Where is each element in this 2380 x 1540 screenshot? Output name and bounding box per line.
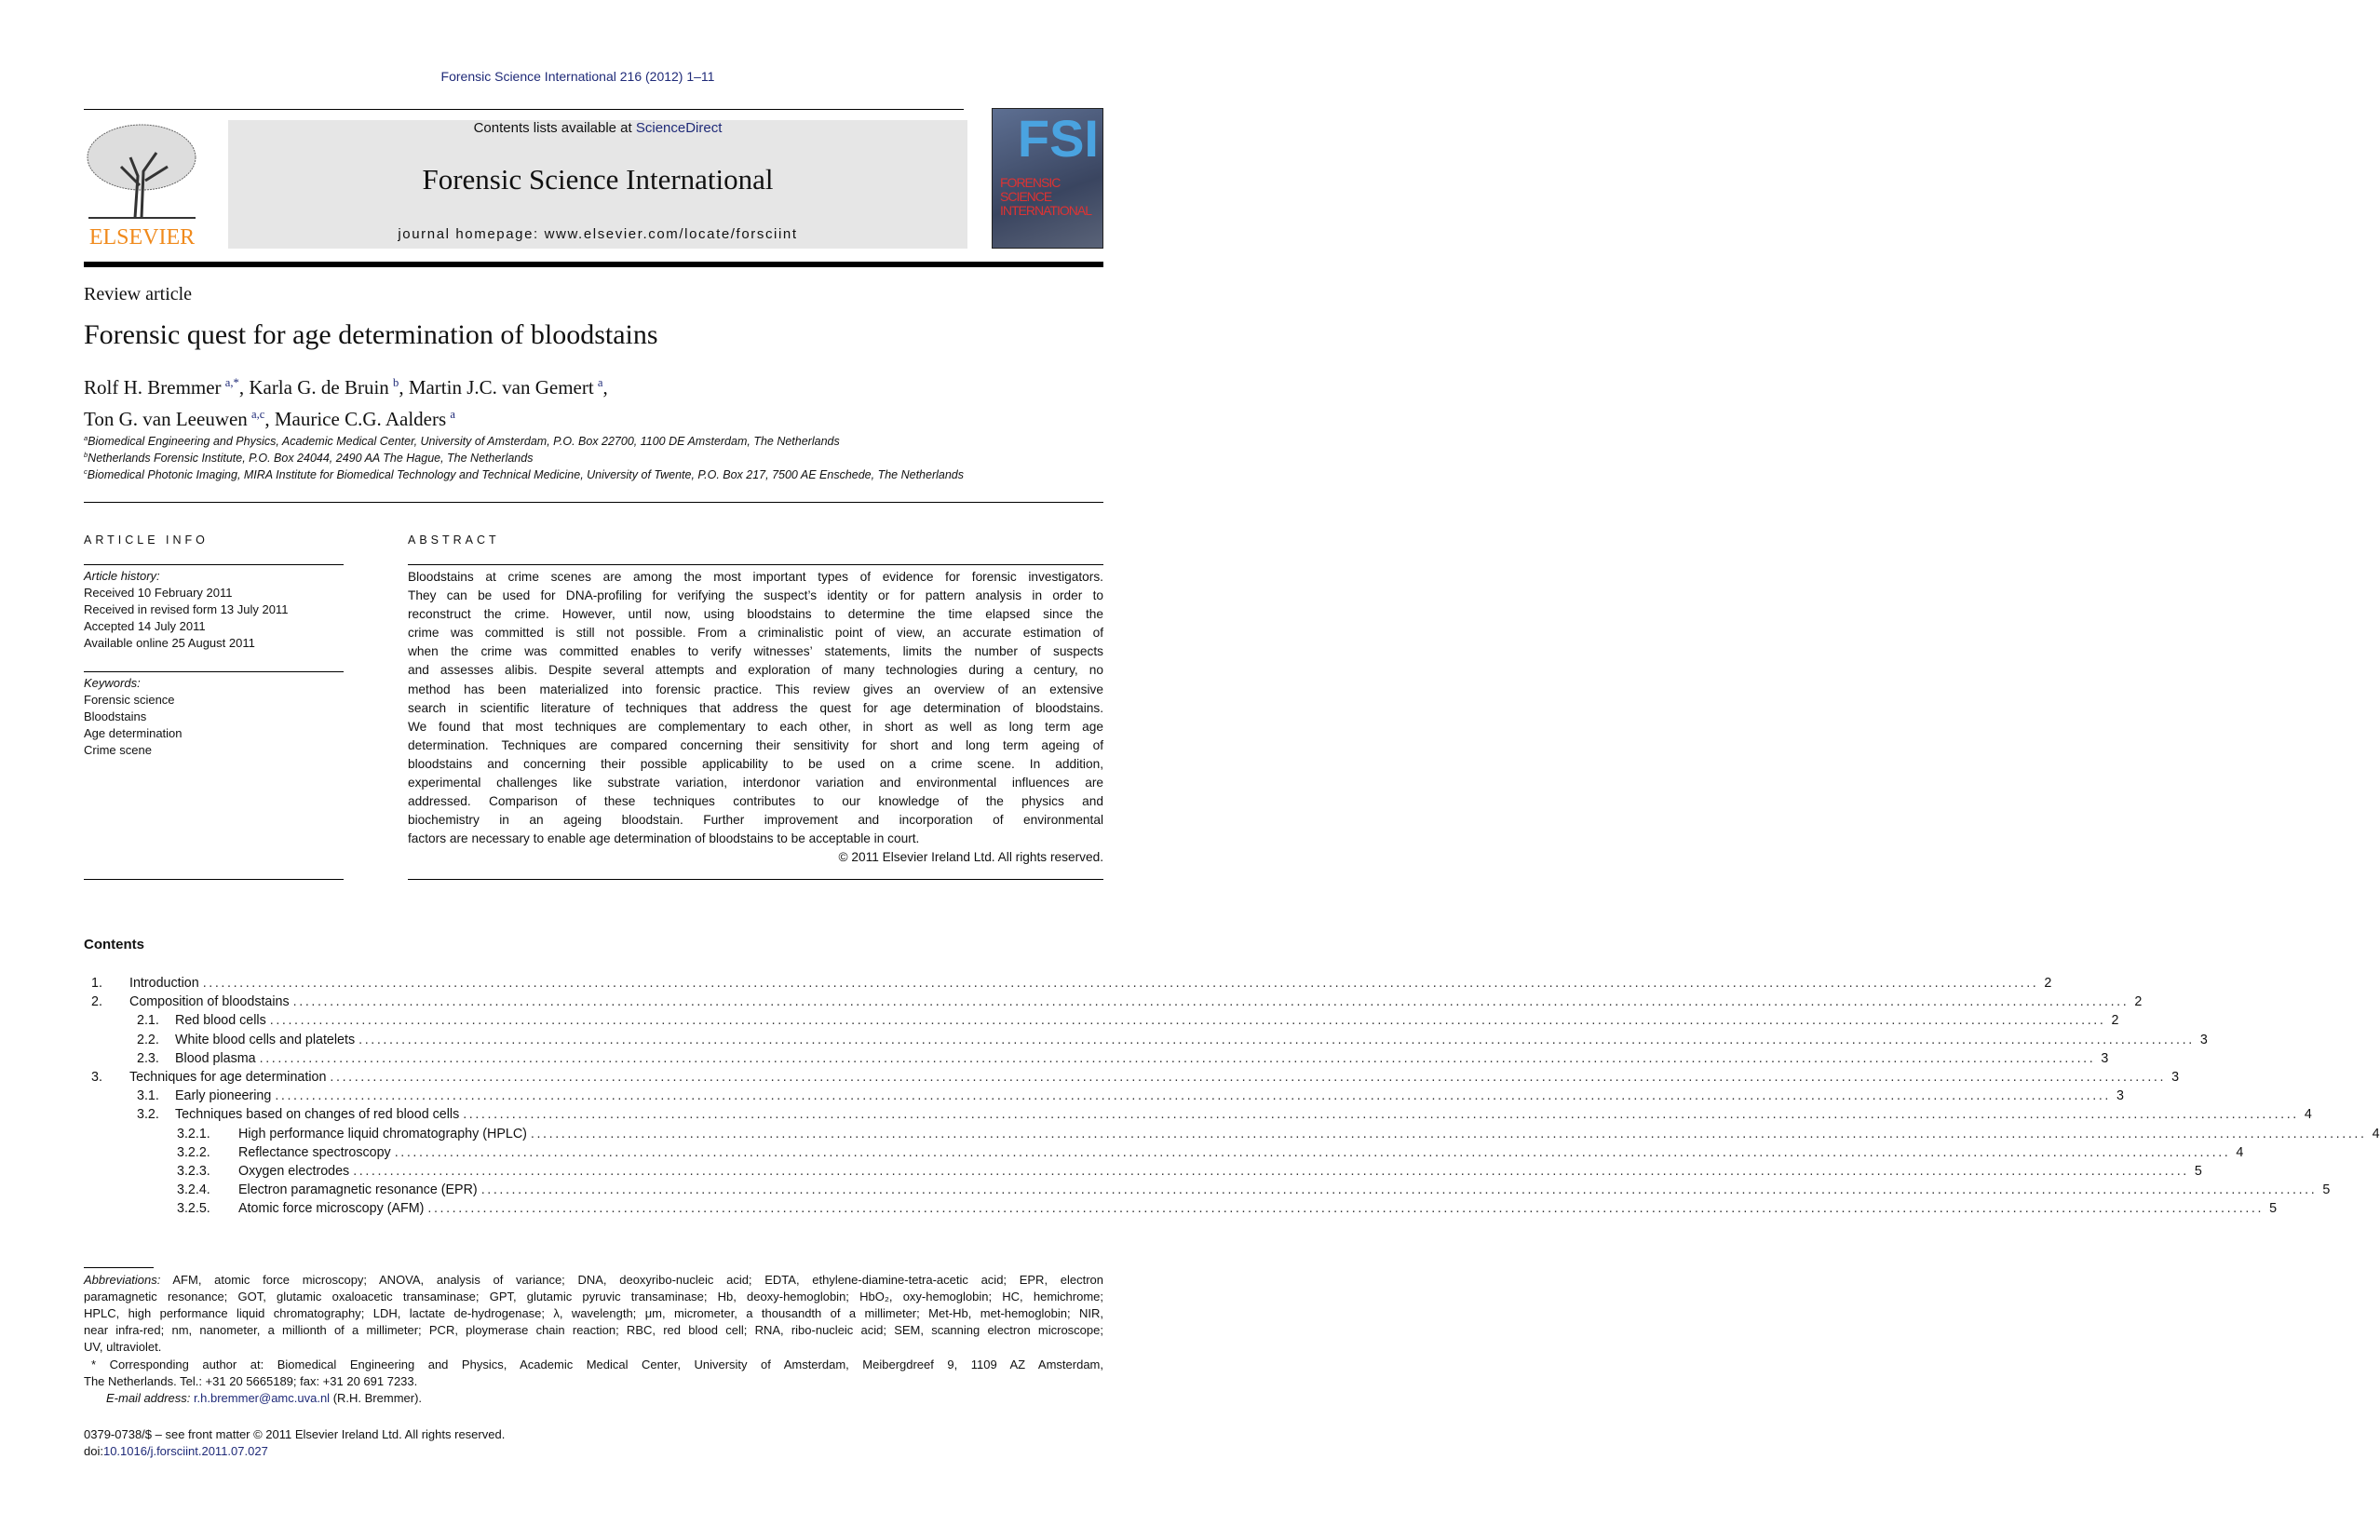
abbreviation-line: UV, ultraviolet. <box>84 1340 162 1354</box>
toc-page: 5 <box>2322 1182 2331 1198</box>
toc-page: 4 <box>2236 1144 2244 1160</box>
affiliation: $^b$Netherlands Forensic Institute, P.O. Box 24044, 2490 AA The Hague, The Netherlands <box>84 451 534 466</box>
toc-leader: ............................................................................................................................................................................................................................................................................................................ <box>353 1163 2189 1179</box>
elsevier-logo[interactable] <box>84 120 200 250</box>
toc-item[interactable] <box>84 1087 2124 1105</box>
elsevier-tree-icon <box>84 120 200 223</box>
abstract-line: biochemistry in an ageing bloodstain. Further improvement and incorporation of environmental <box>408 813 1103 828</box>
toc-title[interactable]: Electron paramagnetic resonance (EPR) <box>238 1182 478 1198</box>
author[interactable]: Ton G. van Leeuwen $^{a,c}$ <box>84 408 265 430</box>
divider <box>84 879 344 880</box>
toc-page: 3 <box>2116 1088 2124 1104</box>
abstract-line: method has been materialized into forensic practice. This review gives an overview of an extensive <box>408 682 1103 696</box>
toc-item[interactable] <box>84 993 2143 1011</box>
toc-item[interactable] <box>84 1199 2278 1218</box>
toc-title[interactable]: Reflectance spectroscopy <box>238 1144 391 1160</box>
toc-title[interactable]: Atomic force microscopy (AFM) <box>238 1201 425 1217</box>
toc-leader: ............................................................................................................................................................................................................................................................................................................ <box>259 1050 2096 1066</box>
contents-available-text: Contents lists available at <box>473 120 636 136</box>
toc-item[interactable] <box>84 1125 2380 1143</box>
toc-item[interactable] <box>84 1031 2208 1049</box>
abbreviation-line: paramagnetic resonance; GOT, glutamic oxaloacetic transaminase; GPT, glutamic pyruvic transaminase; Hb, deoxy-hemoglobin; HbO₂, oxy-hemoglobin; HC, hemichrome; <box>84 1290 1103 1304</box>
header-thick-rule <box>84 262 1103 267</box>
abstract-line: determination. Techniques are compared concerning their sensitivity for short and long term ageing of <box>408 737 1103 752</box>
keywords: Keywords: Forensic science Bloodstains Age determination Crime scene <box>84 676 183 757</box>
toc-number: 3.2.2. <box>177 1144 210 1160</box>
abstract-line: reconstruct the crime. However, until now, using bloodstains to determine the time elapsed since the <box>408 607 1103 622</box>
abbreviation-line: near infra-red; nm, nanometer, a millionth of a millimeter; PCR, ploymerase chain reaction; RBC, red blood cell; RNA, ribo-nucleic acid; SEM, scanning electron microscope; <box>84 1323 1103 1337</box>
abstract-line: crime was committed is still not possible. From a criminalistic point of view, an accurate estimation of <box>408 626 1103 641</box>
toc-leader: ............................................................................................................................................................................................................................................................................................................ <box>358 1032 2195 1047</box>
article-history: Article history: Received 10 February 2011 Received in revised form 13 July 2011 Accepted 14 July 2011 Available online 25 August 2011 <box>84 569 289 650</box>
toc-page: 4 <box>2304 1107 2312 1123</box>
toc-title[interactable]: Early pioneering <box>175 1088 272 1104</box>
publisher-name: ELSEVIER <box>88 225 196 250</box>
toc-item[interactable] <box>84 1011 2119 1030</box>
article-type: Review article <box>84 284 193 304</box>
abstract-line: factors are necessary to enable age determination of bloodstains to be acceptable in court. <box>408 831 920 846</box>
toc-title[interactable]: Techniques for age determination <box>129 1069 327 1085</box>
toc-title[interactable]: High performance liquid chromatography (HPLC) <box>238 1126 527 1141</box>
journal-banner <box>228 120 967 249</box>
toc-leader: ............................................................................................................................................................................................................................................................................................................ <box>463 1107 2299 1123</box>
toc-leader: ............................................................................................................................................................................................................................................................................................................ <box>530 1126 2367 1141</box>
abbreviations-footnote <box>84 1272 1103 1356</box>
abstract-line: when the crime was committed enables to verify witnesses’ statements, limits the number of suspects <box>408 644 1103 659</box>
sciencedirect-link[interactable]: ScienceDirect <box>635 120 723 136</box>
divider <box>84 502 1103 503</box>
toc-leader: ............................................................................................................................................................................................................................................................................................................ <box>292 994 2130 1010</box>
toc-page: 2 <box>2111 1013 2119 1029</box>
toc-leader: ............................................................................................................................................................................................................................................................................................................ <box>275 1088 2111 1104</box>
toc-title[interactable]: Introduction <box>129 976 199 991</box>
toc-page: 3 <box>2171 1069 2180 1085</box>
divider <box>408 879 1103 880</box>
toc-leader: ............................................................................................................................................................................................................................................................................................................ <box>394 1144 2231 1160</box>
email-link[interactable]: r.h.bremmer@amc.uva.nl <box>193 1391 331 1405</box>
header-rule <box>84 109 964 110</box>
cover-title: FORENSIC SCIENCE INTERNATIONAL <box>1000 175 1091 218</box>
toc-page: 5 <box>2269 1201 2278 1217</box>
toc-number: 3.1. <box>137 1088 159 1104</box>
toc-leader: ............................................................................................................................................................................................................................................................................................................ <box>480 1182 2318 1198</box>
journal-homepage[interactable]: journal homepage: www.elsevier.com/locate/forsciint <box>398 226 798 242</box>
toc-item[interactable] <box>84 1143 2244 1162</box>
author-list: Rolf H. Bremmer $^{a,*}$, Karla G. de Bruin $^b$, Martin J.C. van Gemert $^a$, Ton G. van Leeuwen $^{a,c}$, Maurice C.G. Aalders $^a$ <box>84 376 608 430</box>
keyword: Forensic science <box>84 693 175 707</box>
toc-item[interactable] <box>84 1181 2331 1199</box>
toc-page: 2 <box>2134 994 2143 1010</box>
abstract-line: bloodstains and concerning their possible applicability to be used on a crime scene. In addition, <box>408 756 1103 771</box>
toc-title[interactable]: Red blood cells <box>175 1013 266 1029</box>
toc-number: 3.2. <box>137 1107 159 1123</box>
toc-title[interactable]: Composition of bloodstains <box>129 994 290 1010</box>
toc-number: 3.2.5. <box>177 1201 210 1217</box>
toc-title[interactable]: Blood plasma <box>175 1050 256 1066</box>
abstract-line: and assesses alibis. Despite several attempts and exploration of many technologies during a century, no <box>408 663 1103 678</box>
toc-leader: ............................................................................................................................................................................................................................................................................................................ <box>427 1201 2265 1217</box>
keyword: Bloodstains <box>84 709 147 723</box>
toc-page: 2 <box>2044 976 2052 991</box>
toc-leader: ............................................................................................................................................................................................................................................................................................................ <box>202 976 2039 991</box>
author[interactable]: Maurice C.G. Aalders $^a$ <box>274 408 455 430</box>
toc-number: 2.1. <box>137 1013 159 1029</box>
affiliation: $^a$Biomedical Engineering and Physics, Academic Medical Center, University of Amsterdam, P.O. Box 22700, 1100 DE Amsterdam, The Netherlands <box>84 434 840 449</box>
abstract-line: experimental challenges like substrate variation, interdonor variation and environmental influences are <box>408 776 1103 790</box>
journal-citation[interactable]: Forensic Science International 216 (2012) 1–11 <box>440 69 715 84</box>
toc-title[interactable]: White blood cells and platelets <box>175 1032 356 1047</box>
abbreviation-line: HPLC, high performance liquid chromatography; LDH, lactate de-hydrogenase; λ, wavelength; μm, micrometer, a thousandth of a millimeter; Met-Hb, met-hemoglobin; NIR, <box>84 1306 1103 1320</box>
copyright: © 2011 Elsevier Ireland Ltd. All rights reserved. <box>838 850 1103 865</box>
abstract-body <box>408 568 1103 868</box>
abstract-line: We found that most techniques are complementary to each other, in short as well as long term age <box>408 719 1103 734</box>
keyword: Age determination <box>84 726 183 740</box>
contents-heading: Contents <box>84 937 144 952</box>
abstract-line: addressed. Comparison of these techniques contributes to our knowledge of the physics and <box>408 794 1103 809</box>
journal-cover-image[interactable] <box>992 108 1103 249</box>
divider <box>84 564 344 565</box>
footnote-rule <box>84 1267 154 1268</box>
toc-item[interactable] <box>84 974 2052 993</box>
toc-item[interactable] <box>84 1105 2312 1124</box>
abstract-line: They can be used for DNA-profiling for verifying the suspect’s identity or for pattern analysis in order to <box>408 588 1103 603</box>
divider <box>84 671 344 672</box>
toc-item[interactable] <box>84 1049 2109 1068</box>
toc-title[interactable]: Techniques based on changes of red blood cells <box>175 1107 460 1123</box>
toc-page: 4 <box>2372 1126 2380 1141</box>
keyword: Crime scene <box>84 743 152 757</box>
article-title: Forensic quest for age determination of bloodstains <box>84 319 658 350</box>
toc-title[interactable]: Oxygen electrodes <box>238 1163 350 1179</box>
toc-number: 1. <box>91 976 102 991</box>
toc-item[interactable] <box>84 1068 2180 1087</box>
toc-page: 5 <box>2194 1163 2202 1179</box>
author[interactable]: Rolf H. Bremmer $^{a,*}$ <box>84 376 239 399</box>
abstract-heading: ABSTRACT <box>408 534 500 547</box>
toc-page: 3 <box>2101 1050 2109 1066</box>
issn-doi: 0379-0738/$ – see front matter © 2011 Elsevier Ireland Ltd. All rights reserved. doi:10.1016/j.forsciint.2011.07.027 <box>84 1427 506 1458</box>
abbreviation-line: Abbreviations: AFM, atomic force microscopy; ANOVA, analysis of variance; DNA, deoxyribo-nucleic acid; EDTA, ethylene-diamine-tetra-acetic acid; EPR, electron <box>84 1273 1103 1287</box>
toc-number: 2.2. <box>137 1032 159 1047</box>
toc-number: 2.3. <box>137 1050 159 1066</box>
table-of-contents <box>84 974 2380 1218</box>
toc-number: 3.2.4. <box>177 1182 210 1198</box>
toc-page: 3 <box>2199 1032 2208 1047</box>
doi-link[interactable]: 10.1016/j.forsciint.2011.07.027 <box>102 1444 268 1458</box>
article-info-heading: ARTICLE INFO <box>84 534 209 547</box>
toc-leader: ............................................................................................................................................................................................................................................................................................................ <box>330 1069 2167 1085</box>
author[interactable]: Martin J.C. van Gemert $^a$ <box>408 376 603 399</box>
author[interactable]: Karla G. de Bruin $^b$ <box>249 376 399 399</box>
toc-item[interactable] <box>84 1162 2202 1181</box>
journal-title: Forensic Science International <box>422 163 774 196</box>
toc-number: 3.2.3. <box>177 1163 210 1179</box>
abstract-line: Bloodstains at crime scenes are among the most important types of evidence for forensic investigators. <box>408 570 1103 584</box>
toc-number: 3. <box>91 1069 102 1085</box>
affiliation: $^c$Biomedical Photonic Imaging, MIRA Institute for Biomedical Technology and Technical Medicine, University of Twente, P.O. Box 217, 7500 AE Enschede, The Netherlands <box>84 467 964 482</box>
toc-number: 3.2.1. <box>177 1126 210 1141</box>
toc-number: 2. <box>91 994 102 1010</box>
toc-leader: ............................................................................................................................................................................................................................................................................................................ <box>269 1013 2106 1029</box>
abstract-line: search in scientific literature of techniques that address the quest for age determination of bloodstains. <box>408 700 1103 715</box>
cover-logo: FSI <box>1017 109 1099 168</box>
divider <box>408 564 1103 565</box>
corresponding-author-footnote: * Corresponding author at: Biomedical Engineering and Physics, Academic Medical Center, University of Amsterdam, Meibergdreef 9, 1109 AZ Amsterdam, The Netherlands. Tel.: +31 20 5665189; fax: +31 20 691 7233. E-mail address: r.h.bremmer@amc.uva.nl (R.H. Bremmer). <box>84 1358 1103 1405</box>
